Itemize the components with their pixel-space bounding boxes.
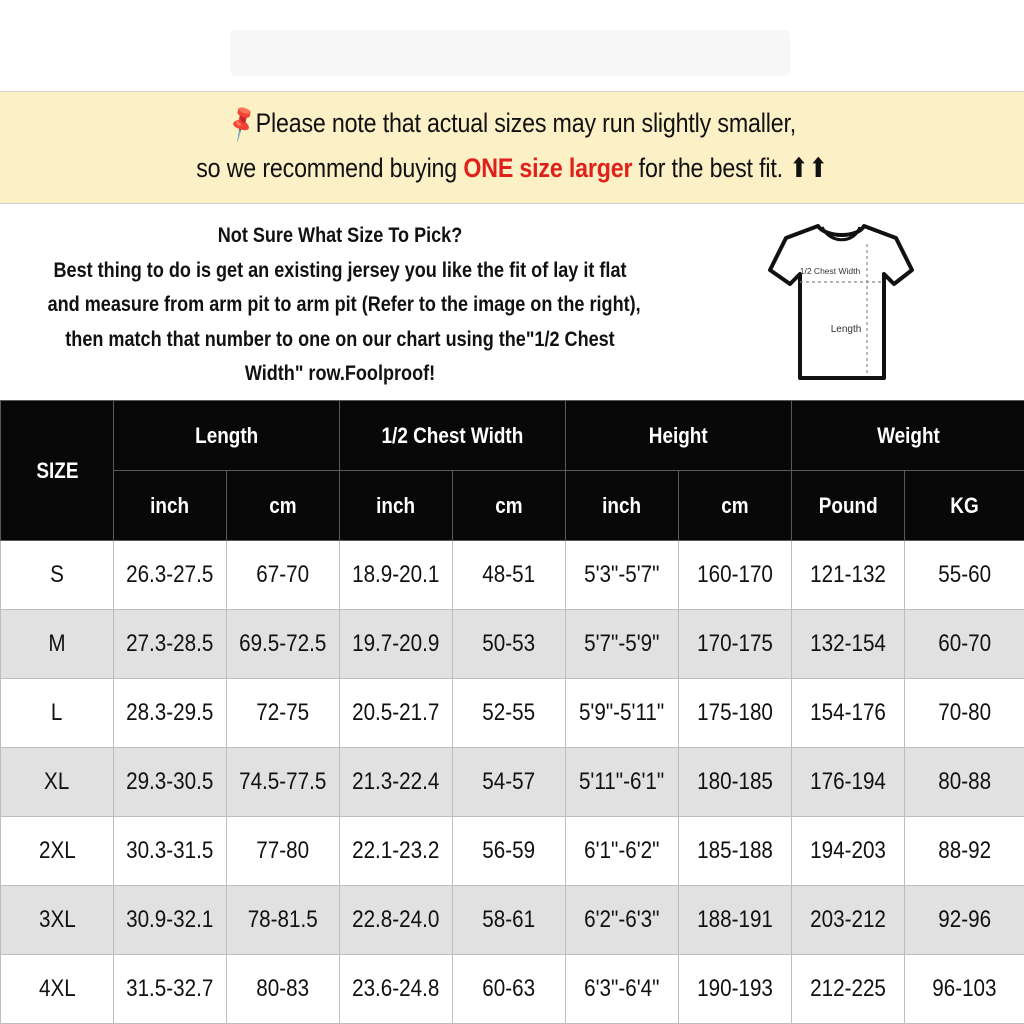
table-cell: 52-55 — [453, 679, 566, 748]
table-cell: 92-96 — [905, 886, 1024, 955]
table-cell: 70-80 — [905, 679, 1024, 748]
table-row — [1, 610, 1024, 679]
table-cell: 18.9-20.1 — [340, 541, 453, 610]
size-chart-table — [0, 400, 1024, 1024]
faded-header-graphic — [230, 30, 790, 76]
size-label-cell: 3XL — [1, 886, 114, 955]
table-cell: 188-191 — [679, 886, 792, 955]
group-header-height: Height — [566, 401, 792, 471]
table-cell: 203-212 — [792, 886, 905, 955]
table-cell: 21.3-22.4 — [340, 748, 453, 817]
table-cell: 29.3-30.5 — [114, 748, 227, 817]
table-cell: 96-103 — [905, 955, 1024, 1024]
table-cell: 212-225 — [792, 955, 905, 1024]
table-row — [1, 955, 1024, 1024]
table-cell: 30.9-32.1 — [114, 886, 227, 955]
unit-header: cm — [679, 471, 792, 541]
table-cell: 22.8-24.0 — [340, 886, 453, 955]
table-cell: 58-61 — [453, 886, 566, 955]
group-header-weight: Weight — [792, 401, 1024, 471]
table-cell: 72-75 — [227, 679, 340, 748]
size-label-cell: L — [1, 679, 114, 748]
guide-line: Best thing to do is get an existing jersey you like the fit of lay it flat — [53, 258, 627, 282]
table-cell: 27.3-28.5 — [114, 610, 227, 679]
table-cell: 185-188 — [679, 817, 792, 886]
top-banner — [0, 0, 1024, 92]
table-cell: 121-132 — [792, 541, 905, 610]
pushpin-icon: 📌 — [223, 102, 261, 145]
guide-line: then match that number to one on our chart using the"1/2 Chest — [65, 327, 615, 351]
table-cell: 5'11"-6'1" — [566, 748, 679, 817]
table-cell: 69.5-72.5 — [227, 610, 340, 679]
notice-emphasis: ONE size larger — [463, 153, 633, 183]
table-cell: 74.5-77.5 — [227, 748, 340, 817]
size-label-cell: 2XL — [1, 817, 114, 886]
table-row — [1, 748, 1024, 817]
table-cell: 80-88 — [905, 748, 1024, 817]
table-cell: 78-81.5 — [227, 886, 340, 955]
guide-heading: Not Sure What Size To Pick? — [217, 224, 463, 247]
table-cell: 22.1-23.2 — [340, 817, 453, 886]
guide-line: and measure from arm pit to arm pit (Refer to the image on the right), — [47, 293, 641, 316]
table-cell: 55-60 — [905, 541, 1024, 610]
unit-header: inch — [114, 471, 227, 541]
table-cell: 176-194 — [792, 748, 905, 817]
table-cell: 19.7-20.9 — [340, 610, 453, 679]
table-row — [1, 541, 1024, 610]
notice-line-2: so we recommend buying ONE size larger for the best fit. ⬆⬆ — [196, 153, 828, 183]
table-cell: 67-70 — [227, 541, 340, 610]
table-cell: 170-175 — [679, 610, 792, 679]
table-cell: 175-180 — [679, 679, 792, 748]
table-cell: 48-51 — [453, 541, 566, 610]
table-cell: 194-203 — [792, 817, 905, 886]
table-cell: 154-176 — [792, 679, 905, 748]
table-cell: 180-185 — [679, 748, 792, 817]
size-guide-text — [0, 219, 680, 392]
table-cell: 5'3"-5'7" — [566, 541, 679, 610]
table-row — [1, 679, 1024, 748]
table-cell: 60-70 — [905, 610, 1024, 679]
unit-header: inch — [340, 471, 453, 541]
tshirt-icon — [766, 218, 916, 384]
unit-header: inch — [566, 471, 679, 541]
table-cell: 5'7"-5'9" — [566, 610, 679, 679]
table-row — [1, 817, 1024, 886]
table-cell: 6'2"-6'3" — [566, 886, 679, 955]
group-header-length: Length — [114, 401, 340, 471]
unit-header: cm — [453, 471, 566, 541]
table-cell: 160-170 — [679, 541, 792, 610]
length-label: Length — [830, 324, 862, 335]
unit-header: cm — [227, 471, 340, 541]
size-label-cell: XL — [1, 748, 114, 817]
guide-line: Width" row.Foolproof! — [244, 362, 436, 385]
table-cell: 80-83 — [227, 955, 340, 1024]
table-cell: 56-59 — [453, 817, 566, 886]
table-cell: 60-63 — [453, 955, 566, 1024]
table-cell: 88-92 — [905, 817, 1024, 886]
table-cell: 190-193 — [679, 955, 792, 1024]
table-cell: 20.5-21.7 — [340, 679, 453, 748]
table-cell: 54-57 — [453, 748, 566, 817]
size-label-cell: M — [1, 610, 114, 679]
unit-header: KG — [905, 471, 1024, 541]
table-cell: 28.3-29.5 — [114, 679, 227, 748]
table-cell: 6'1"-6'2" — [566, 817, 679, 886]
group-header-chest: 1/2 Chest Width — [340, 401, 566, 471]
sizing-notice — [0, 92, 1024, 204]
table-cell: 6'3"-6'4" — [566, 955, 679, 1024]
size-header: SIZE — [1, 401, 114, 541]
table-cell: 132-154 — [792, 610, 905, 679]
unit-header: Pound — [792, 471, 905, 541]
table-cell: 26.3-27.5 — [114, 541, 227, 610]
table-cell: 77-80 — [227, 817, 340, 886]
notice-line-1: 📌Please note that actual sizes may run slightly smaller, — [223, 102, 797, 145]
size-label-cell: S — [1, 541, 114, 610]
table-cell: 31.5-32.7 — [114, 955, 227, 1024]
chest-width-label: 1/2 Chest Width — [799, 266, 861, 276]
table-row — [1, 886, 1024, 955]
table-cell: 23.6-24.8 — [340, 955, 453, 1024]
size-label-cell: 4XL — [1, 955, 114, 1024]
size-table-body — [1, 541, 1024, 1024]
table-cell: 50-53 — [453, 610, 566, 679]
table-cell: 30.3-31.5 — [114, 817, 227, 886]
table-cell: 5'9"-5'11" — [566, 679, 679, 748]
